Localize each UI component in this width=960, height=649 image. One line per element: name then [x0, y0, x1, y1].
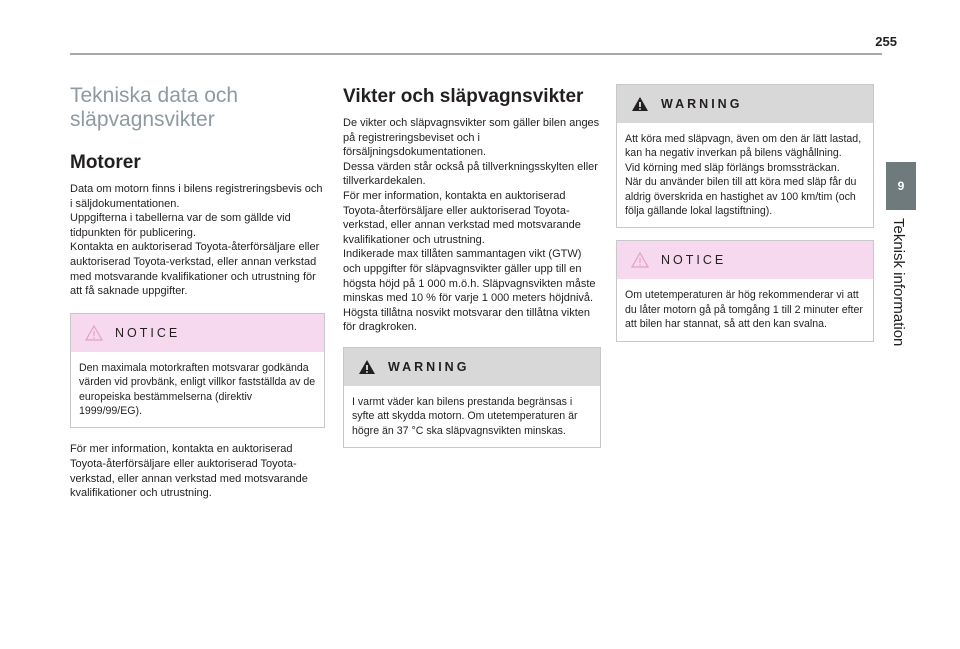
notice-label: NOTICE [115, 325, 181, 340]
notice-box [616, 240, 874, 341]
warning-label: WARNING [661, 97, 743, 111]
warning-header [344, 348, 600, 386]
notice-box [70, 313, 325, 429]
warning-triangle-icon [85, 325, 103, 341]
notice-label: NOTICE [661, 253, 727, 268]
paragraph: Data om motorn finns i bilens registreringsbevis och i säljdokumentationen. [70, 183, 323, 210]
warning-box [616, 84, 874, 228]
warning-header [617, 85, 873, 123]
section-title-line-2: släpvagnsvikter [70, 108, 215, 131]
notice-header [617, 241, 873, 279]
paragraph: Indikerade max tillåten sammantagen vikt (GTW) och uppgifter för släpvagnsvikter gäller upp till en högsta höjd på 1 000 m.ö.h. Släpvagnsvikten måste minskas med 10 % för varje 1 000 meters höjdnivå. [343, 248, 596, 305]
chapter-tab[interactable]: 9 [886, 162, 916, 210]
notice-text: Om utetemperaturen är hög rekommenderar vi att du låter motorn gå på tomgång 1 till 2 minuter efter att bilen har stannat, så att den kan svalna. [625, 289, 863, 331]
notice-header [71, 314, 324, 352]
paragraph: Kontakta en auktoriserad Toyota-återförsäljare eller auktoriserad Toyota-verkstad, eller annan verkstad med motsvarande kvalifikationer och utrustning för att få saknade uppgifter. [70, 241, 320, 298]
warning-text: Att köra med släpvagn, även om den är lätt lastad, kan ha negativ inverkan på bilens väghållning. [625, 133, 862, 160]
warning-text: När du använder bilen till att köra med släp får du aldrig överskrida en hastighet av 100 km/tim (och följa gällande lokal lagstiftning). [625, 176, 857, 218]
column-3 [616, 84, 874, 342]
chapter-title: Teknisk information [890, 218, 907, 347]
warning-box [343, 347, 601, 448]
page-number: 255 [875, 34, 897, 49]
paragraph: Högsta tillåtna nosvikt motsvarar den tillåtna vikten för dragkroken. [343, 306, 591, 334]
paragraph: De vikter och släpvagnsvikter som gäller bilen anges på registreringsbeviset och i försäljningsdokumentationen. [343, 117, 600, 159]
notice-text: Den maximala motorkraften motsvarar godkända värden vid provbänk, enligt villkor fastställda av de europeiska bestämmelserna (direktiv 1999/99/EG). [79, 361, 316, 417]
warning-text: Vid körning med släp förlängs bromssträckan. [625, 161, 840, 174]
heading-motorer: Motorer [70, 152, 141, 173]
paragraph: För mer information, kontakta en auktoriserad Toyota-återförsäljare eller auktoriserad Toyota-verkstad, eller annan verkstad med motsvarande kvalifikationer och utrustning. [343, 189, 581, 246]
warning-triangle-icon [358, 359, 376, 375]
warning-triangle-icon [631, 252, 649, 268]
section-title-line-1: Tekniska data och [70, 84, 239, 107]
paragraph: Uppgifterna i tabellerna var de som gällde vid tidpunkten för publicering. [70, 212, 291, 239]
paragraph: Dessa värden står också på tillverkningsskylten eller tillverkardekalen. [343, 160, 598, 188]
header-rule [70, 53, 882, 55]
column-1 [70, 84, 325, 501]
heading-vikter: Vikter och släpvagnsvikter [343, 86, 584, 107]
paragraph: För mer information, kontakta en auktoriserad Toyota-återförsäljare eller auktoriserad Toyota-verkstad, eller annan verkstad med motsvarande kvalifikationer och utrustning. [70, 443, 308, 500]
column-2 [343, 84, 601, 448]
warning-triangle-icon [631, 96, 649, 112]
warning-text: I varmt väder kan bilens prestanda begränsas i syfte att skydda motorn. Om utetemperaturen är högre än 37 °C ska släpvagnsvikten minskas. [352, 395, 578, 437]
chapter-title-container [890, 218, 912, 368]
warning-label: WARNING [388, 359, 470, 374]
section-title [70, 84, 325, 132]
